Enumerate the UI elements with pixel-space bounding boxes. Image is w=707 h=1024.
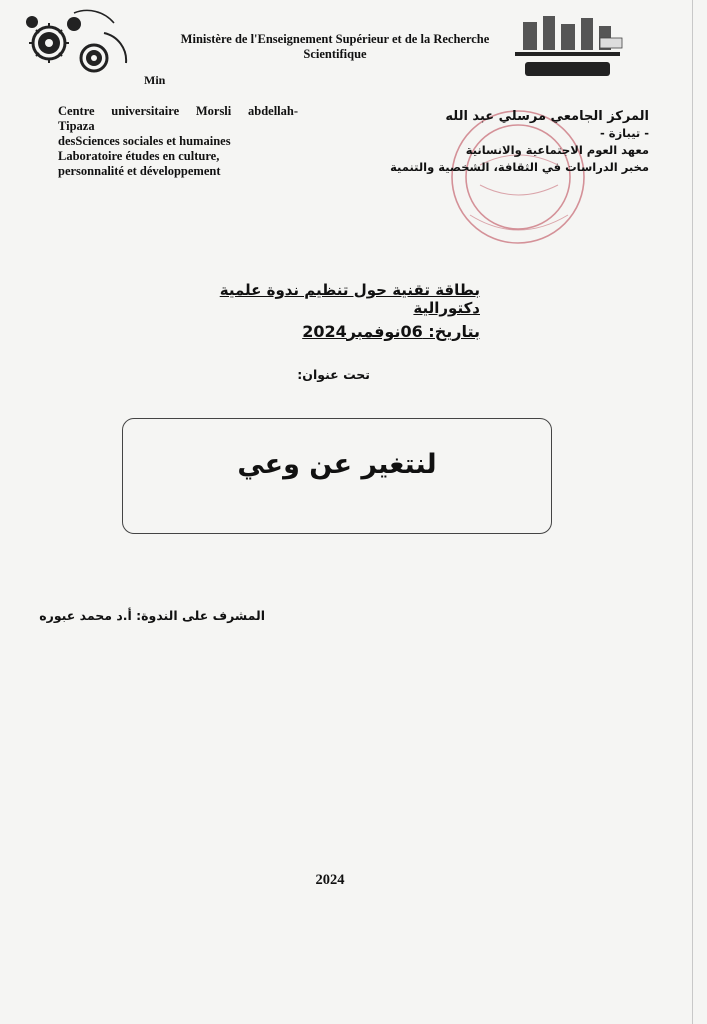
institution-fr-line2: Tipaza [58,119,95,133]
institution-ar-line4: مخبر الدراسات في الثقافة، الشخصية والتنمية [390,160,649,174]
gear-logo-icon [14,8,134,78]
institution-ar-line1: المركز الجامعي مرسلي عبد الله [445,109,649,124]
institution-ar-line3: معهد العوم الاجتماعية والانسانية [465,143,649,157]
document-title: بطاقة تقنية حول تنظيم ندوة علمية دكتورالية [219,281,480,317]
institution-fr-line5: personnalité et développement [58,164,221,178]
page-edge-line [692,0,693,1024]
institution-fr-line3: desSciences sociales et humaines [58,134,231,148]
institution-block-fr [58,104,298,179]
document-date: بتاريخ: 06نوفمبر2024 [302,322,480,341]
institution-fr-line1: Centre universitaire Morsli abdellah- [58,104,298,118]
min-fragment: Min [144,73,166,87]
ministry-line2: Scientifique [303,47,367,61]
topic-title: لنتغير عن وعي [237,449,437,480]
footer-year: 2024 [315,872,345,888]
supervisor-line: المشرف على الندوة: أ.د محمد عبوره [39,608,265,623]
ministry-header [160,32,510,62]
institution-ar-line2: - تيبازة - [600,126,649,140]
institution-fr-line4: Laboratoire études en culture, [58,149,220,163]
ministry-line1: Ministère de l'Enseignement Supérieur et de la Recherche [180,32,490,46]
under-title-label: تحت عنوان: [297,367,370,382]
university-logo-icon [505,10,630,88]
topic-box [122,418,552,534]
institution-block-ar [389,108,649,176]
